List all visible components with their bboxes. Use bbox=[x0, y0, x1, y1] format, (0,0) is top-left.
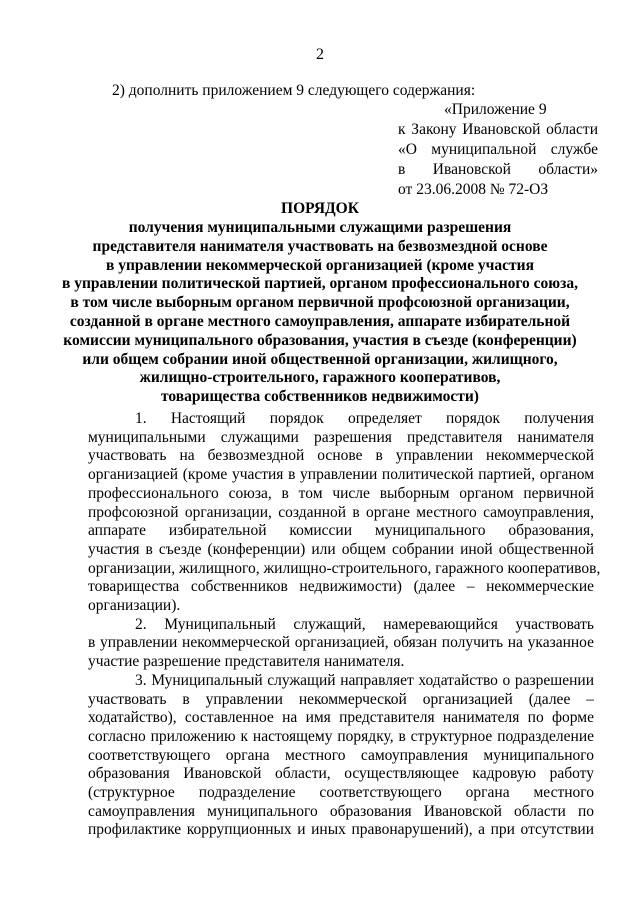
subtitle-line: в управлении некоммерческой организацией (кроме участия bbox=[106, 256, 534, 274]
subtitle-line: жилищно-строительного, гаражного кооперативов, bbox=[139, 369, 501, 387]
text-line: соответствующего органа местного самоуправления муниципального bbox=[88, 746, 594, 764]
subtitle-line: в управлении политической партией, органом профессионального союза, bbox=[61, 275, 579, 293]
text-line: аппарате избирательной комиссии муниципального образования, bbox=[88, 522, 594, 540]
page-number: 2 bbox=[316, 46, 324, 63]
text-line: участвовать на безвозмездной основе в управлении некоммерческой bbox=[88, 447, 594, 465]
appendix-line: «Приложение 9 bbox=[444, 101, 547, 118]
subtitle-line: в том числе выборным органом первичной профсоюзной организации, bbox=[70, 294, 570, 312]
text-line: ходатайство), составленное на имя представителя нанимателя по форме bbox=[88, 709, 594, 727]
appendix-line: в Ивановской области» bbox=[398, 161, 598, 178]
text-line: муниципальными служащими разрешения представителя нанимателя bbox=[88, 428, 594, 446]
text-line: профессионального союза, в том числе выборным органом первичной bbox=[88, 484, 594, 502]
text-line: участие разрешение представителя нанимателя. bbox=[88, 653, 405, 671]
text-line: 2. Муниципальный служащий, намеревающийся участвовать bbox=[135, 615, 594, 633]
text-line: организации). bbox=[88, 597, 181, 615]
text-line: участвовать в управлении некоммерческой организацией (далее – bbox=[88, 690, 594, 708]
appendix-line: к Закону Ивановской области bbox=[398, 121, 598, 138]
subtitle-line: комиссии муниципального образования, участия в съезде (конференции) bbox=[63, 331, 577, 349]
subtitle-line: представителя нанимателя участвовать на безвозмездной основе bbox=[92, 237, 548, 255]
text-line: согласно приложению к настоящему порядку, в структурное подразделение bbox=[88, 727, 594, 745]
appendix-line: от 23.06.2008 № 72-ОЗ bbox=[398, 181, 549, 198]
document-title: ПОРЯДОК bbox=[281, 200, 359, 217]
text-line: профилактике коррупционных и иных правонарушений), а при отсутствии bbox=[88, 821, 594, 839]
intro-text: 2) дополнить приложением 9 следующего содержания: bbox=[112, 82, 476, 99]
document-subtitle bbox=[60, 219, 580, 407]
paragraph-1 bbox=[88, 410, 601, 616]
text-line: в управлении некоммерческой организацией, обязан получить на указанное bbox=[88, 634, 594, 652]
paragraph-2 bbox=[88, 616, 594, 672]
appendix-block bbox=[398, 100, 598, 200]
text-line: образования Ивановской области, осуществляющее кадровую работу bbox=[88, 765, 594, 783]
subtitle-line: созданной в органе местного самоуправления, аппарате избирательной bbox=[69, 312, 571, 330]
subtitle-line: товарищества собственников недвижимости) bbox=[161, 388, 479, 406]
text-line: 1. Настоящий порядок определяет порядок получения bbox=[135, 410, 594, 427]
text-line: организацией (кроме участия в управлении политической партией, органом bbox=[88, 466, 594, 484]
subtitle-line: получения муниципальными служащими разрешения bbox=[128, 219, 512, 236]
document-body bbox=[88, 410, 601, 840]
text-line: товарищества собственников недвижимости) (далее – некоммерческие bbox=[88, 578, 594, 596]
text-line: 3. Муниципальный служащий направляет ходатайство о разрешении bbox=[135, 671, 594, 689]
text-line: участия в съезде (конференции) или общем собрании иной общественной bbox=[88, 540, 594, 558]
appendix-line: «О муниципальной службе bbox=[398, 141, 598, 158]
text-line: организации, жилищного, жилищно-строительного, гаражного кооперативов, bbox=[88, 559, 601, 577]
text-line: профсоюзной организации, созданной в органе местного самоуправления, bbox=[88, 503, 594, 521]
subtitle-line: или общем собрании иной общественной организации, жилищного, bbox=[82, 350, 558, 368]
text-line: самоуправления муниципального образования Ивановской области по bbox=[88, 802, 594, 820]
paragraph-3 bbox=[88, 672, 594, 840]
text-line: (структурное подразделение соответствующего органа местного bbox=[88, 784, 594, 802]
